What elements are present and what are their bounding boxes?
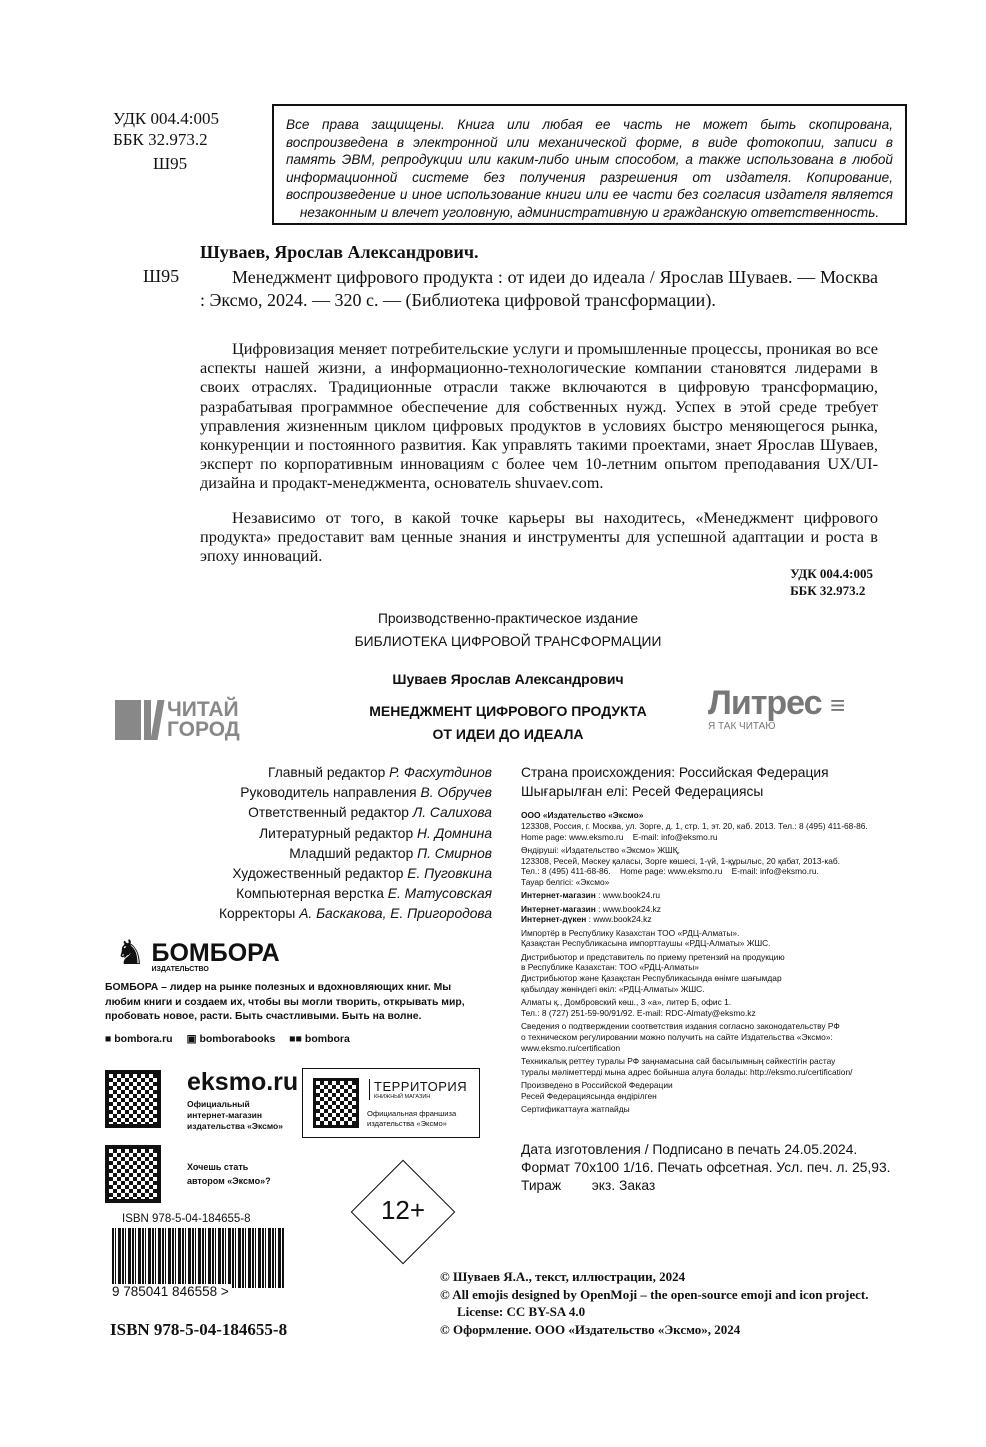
copyright-line: License: CC BY-SA 4.0 xyxy=(457,1304,586,1319)
book-subtitle: ОТ ИДЕИ ДО ИДЕАЛА xyxy=(432,726,584,742)
publisher-info-line: Тел.: 8 (727) 251-59-90/91/92. E-mail: RDC-Almaty@eksmo.kz xyxy=(521,1007,756,1018)
bbk-code: ББК 32.973.2 xyxy=(790,583,866,598)
territoria-name: ТЕРРИТОРИЯ xyxy=(374,1079,468,1094)
publisher-info-line: 123308, Ресей, Мәскеу қаласы, Зорге көшесі, 1-үй, 1-құрылыс, 20 қабат, 2013-каб. xyxy=(521,855,841,866)
age-rating: 12+ xyxy=(380,1195,426,1225)
book-author: Шуваев Ярослав Александрович xyxy=(392,671,624,687)
print-info xyxy=(521,1141,890,1195)
print-format: Формат 70x100 1/16. Печать офсетная. Усл. печ. л. 25,93. xyxy=(521,1160,891,1175)
publisher-info-line: Интернет-магазин : www.book24.ru xyxy=(521,890,661,901)
qr-code-icon xyxy=(105,1145,161,1203)
publisher-info-line: Ресей Федерациясында өндірілген xyxy=(521,1090,657,1101)
social-link[interactable]: ■ bombora.ru xyxy=(105,1033,173,1045)
publisher-info xyxy=(521,810,911,1117)
publisher-info-line: в Республике Казахстан: ТОО «РДЦ-Алматы» xyxy=(521,962,699,973)
publisher-info-line: Техникалық реттеу туралы РФ заңнамасына сай басылымның сәйкестігін растау xyxy=(521,1055,836,1066)
publisher-info-group xyxy=(521,1056,911,1078)
logo-text: БОМБОРА xyxy=(151,939,280,967)
isbn: ISBN 978-5-04-184655-8 xyxy=(110,1320,288,1339)
publisher-info-group xyxy=(521,997,911,1019)
publisher-info-line: Интернет-дүкен : www.book24.kz xyxy=(521,914,652,925)
staff-item: Ответственный редактор Л. Салихова xyxy=(248,805,492,821)
author-call xyxy=(187,1160,271,1188)
bombora-description: БОМБОРА – лидер на рынке полезных и вдохновляющих книг. Мы любим книги и создаем их, чтобы вы могли творить, открывать мир, пробовать новое, расти. Быть счастливыми. Быть на волне. xyxy=(105,982,465,1022)
publisher-info-line: Home page: www.eksmo.ru E-mail: info@eksmo.ru xyxy=(521,831,718,842)
udk-code: УДК 004.4:005 xyxy=(113,109,219,128)
copyright-line: © Шуваев Я.А., текст, иллюстрации, 2024 xyxy=(440,1269,686,1284)
publisher-info-line: Тел.: 8 (495) 411-68-86. Home page: www.eksmo.ru E-mail: info@eksmo.ru. xyxy=(521,866,819,877)
publisher-info-line: Қазақстан Республикасына импорттаушы «РДЦ-Алматы» ЖШС. xyxy=(521,938,771,949)
publisher-info-line: Сведения о подтверждении соответствия издания согласно законодательству РФ xyxy=(521,1021,840,1032)
author-sign: Ш95 xyxy=(153,154,188,173)
author-call-line: Хочешь стать xyxy=(187,1162,249,1172)
print-date: Дата изготовления / Подписано в печать 24.05.2024. xyxy=(521,1142,858,1157)
publisher-info-line: Дистрибьютор и представитель по приему претензий на продукцию xyxy=(521,951,785,962)
country-line: Страна происхождения: Российская Федерация xyxy=(521,765,829,780)
social-links xyxy=(105,1033,350,1045)
publisher-info-group xyxy=(521,1080,911,1102)
publisher-info-line: Сертификаттауға жатпайды xyxy=(521,1103,630,1114)
publisher-info-group xyxy=(521,952,911,995)
publisher-info-line: www.eksmo.ru/certification xyxy=(521,1042,621,1053)
copyright-line: © Оформление. ООО «Издательство «Эксмо», 2024 xyxy=(440,1321,741,1337)
author-heading: Шуваев, Ярослав Александрович. xyxy=(200,242,479,262)
chitai-gorod-logo xyxy=(115,700,240,740)
staff-item: Корректоры А. Баскакова, Е. Пригородова xyxy=(219,906,492,922)
publisher-info-line: Өндіруші: «Издательство «Эксмо» ЖШҚ, xyxy=(521,844,680,855)
bombora-logo xyxy=(115,935,280,973)
eksmo-desc: издательства «Эксмо» xyxy=(187,1121,283,1131)
barcode-icon xyxy=(112,1228,284,1288)
social-link[interactable]: ■■ bombora xyxy=(289,1033,350,1045)
annotation-paragraph: Независимо от того, в какой точке карьеры вы находитесь, «Менеджмент цифрового продукта» предоставит вам ценные знания и инструменты для успешной адаптации и роста в эпоху инноваций. xyxy=(200,508,878,566)
copyright-line: © All emojis designed by OpenMoji – the open-source emoji and icon project. xyxy=(440,1286,869,1302)
territoria-box xyxy=(302,1068,480,1138)
staff-item: Руководитель направления В. Обручев xyxy=(240,785,492,801)
publisher-info-group xyxy=(521,904,911,926)
publisher-info-line: Алматы қ., Домбровский көш., 3 «а», литер Б, офис 1. xyxy=(521,997,732,1008)
staff-item: Младший редактор П. Смирнов xyxy=(289,845,492,861)
barcode-digits: 9 785041 846558 > xyxy=(112,1284,229,1299)
print-run: Тираж экз. Заказ xyxy=(521,1178,656,1193)
logo-sub: ИЗДАТЕЛЬСТВО xyxy=(151,966,209,973)
litres-logo xyxy=(708,684,844,732)
publisher-info-line: Импортёр в Республику Казахстан ТОО «РДЦ-Алматы». xyxy=(521,927,740,938)
staff-item: Литературный редактор Н. Домнина xyxy=(259,825,492,841)
edition-type: Производственно-практическое издание xyxy=(377,611,639,626)
publisher-info-group xyxy=(521,1021,911,1053)
eksmo-desc: Официальный xyxy=(187,1099,250,1109)
logo-text: Литрес xyxy=(708,684,822,722)
qr-code-icon xyxy=(313,1078,359,1128)
publisher-info-group xyxy=(521,928,911,950)
publisher-info-group xyxy=(521,845,911,888)
publisher-info-line: Произведено в Российской Федерации xyxy=(521,1079,673,1090)
territoria-desc: издательства «Эксмо» xyxy=(367,1119,447,1128)
eksmo-block xyxy=(187,1068,298,1132)
udk-block xyxy=(113,108,219,174)
bibliographic-record: Менеджмент цифрового продукта : от идеи до идеала / Ярослав Шуваев. — Москва : Эксмо, 2024. — 320 с. — (Библиотека цифровой трансформации). xyxy=(200,267,878,310)
barcode-isbn: ISBN 978-5-04-184655-8 xyxy=(122,1213,251,1225)
biblio-code: Ш95 xyxy=(143,266,180,286)
rights-notice: Все права защищены. Книга или любая ее часть не может быть скопирована, воспроизведена в электронной или механической форме, в виде фотокопии, записи в память ЭВМ, репродукции или каким-либо иным способом, а также использована в любой информационной системе без получения разрешения от издателя. Копирование, воспроизведение и иное использование книги или ее части без согласия издателя является незаконным и влечет уголовную, административную и гражданскую ответственность. xyxy=(272,104,907,225)
publisher-info-group xyxy=(521,890,911,901)
publisher-info-line: туралы мәліметтерді мына адрес бойынша алуға болады: http://eksmo.ru/certification/ xyxy=(521,1066,853,1077)
logo-text: ЧИТАЙ xyxy=(167,698,239,721)
copyright xyxy=(440,1268,868,1338)
figure-icon: ♞ xyxy=(115,935,146,972)
territoria-sub: КНИЖНЫЙ МАГАЗИН xyxy=(374,1094,431,1100)
udk-footer xyxy=(790,565,873,599)
logo-text: ГОРОД xyxy=(167,718,240,741)
menu-lines-icon: ≡ xyxy=(830,690,845,720)
udk-code: УДК 004.4:005 xyxy=(790,566,873,581)
country-line: Шығарылған елі: Ресей Федерациясы xyxy=(521,784,764,799)
publisher-info-line: қабылдау жөніндегі өкіл: «РДЦ-Алматы» ЖШС. xyxy=(521,983,705,994)
annotation-paragraph: Цифровизация меняет потребительские услуги и промышленные процессы, проникая во все аспекты нашей жизни, а информационно-технологические компании становятся лидерами в своих отраслях. Традиционные отрасли также включаются в цифровую трансформацию, разрабатывая программное обеспечение для собственных нужд. Успех в этой среде требует управления жизненным циклом цифровых продуктов в условиях быстро меняющегося рынка, конкуренции и постоянного развития. Как управлять такими проектами, знает Ярослав Шуваев, эксперт по корпоративным инновациям с более чем 10-летним опытом преподавания UX/UI-дизайна и продакт-менеджмента, основатель shuvaev.com. xyxy=(200,339,878,493)
publisher-info-line: 123308, Россия, г. Москва, ул. Зорге, д. 1, стр. 1, эт. 20, каб. 2013. Тел.: 8 (495) 411-68-86. xyxy=(521,820,868,831)
publisher-info-line: о техническом регулировании можно получить на сайте Издательства «Эксмо»: xyxy=(521,1031,833,1042)
publisher-info-line: Интернет-магазин : www.book24.kz xyxy=(521,903,661,914)
series-name: БИБЛИОТЕКА ЦИФРОВОЙ ТРАНСФОРМАЦИИ xyxy=(354,634,662,649)
publisher-info-group xyxy=(521,810,911,842)
qr-code-icon xyxy=(105,1070,161,1128)
bookshelf-icon xyxy=(115,700,161,740)
staff-item: Компьютерная верстка Е. Матусовская xyxy=(236,886,492,902)
publisher-info-line: Дистрибьютор және Қазақстан Республикасында өнімге шағымдар xyxy=(521,973,782,984)
logo-slogan: Я ТАК ЧИТАЮ xyxy=(708,721,776,732)
staff-item: Художественный редактор Е. Пуговкина xyxy=(232,866,492,882)
publisher-info-line: Тауар белгісі: «Эксмо» xyxy=(521,877,610,888)
eksmo-desc: интернет-магазин xyxy=(187,1110,263,1120)
staff-item: Главный редактор Р. Фасхутдинов xyxy=(268,765,492,780)
bbk-code: ББК 32.973.2 xyxy=(113,130,208,149)
book-title: МЕНЕДЖМЕНТ ЦИФРОВОГО ПРОДУКТА xyxy=(369,703,647,719)
country-of-origin xyxy=(521,763,829,801)
territoria-desc: Официальная франшиза xyxy=(367,1109,457,1118)
publisher-info-line: ООО «Издательство «Эксмо» xyxy=(521,810,644,820)
staff-list xyxy=(219,763,492,925)
publisher-info-group xyxy=(521,1104,911,1115)
social-link[interactable]: ▣ bomborabooks xyxy=(186,1033,276,1045)
eksmo-site[interactable]: eksmo.ru xyxy=(187,1068,299,1096)
author-call-line: автором «Эксмо»? xyxy=(187,1176,271,1186)
